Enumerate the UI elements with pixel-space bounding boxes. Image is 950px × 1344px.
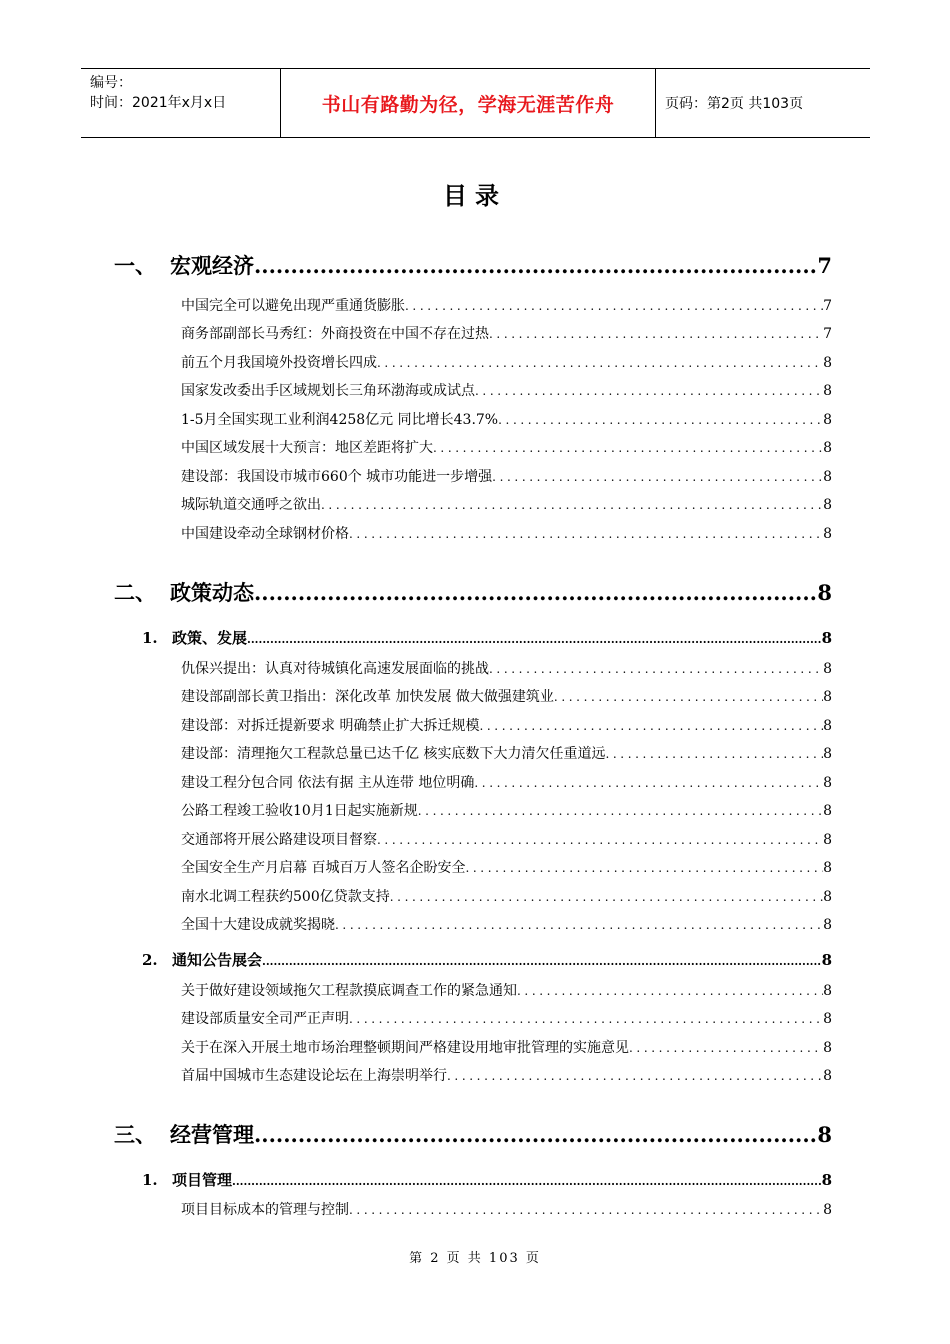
toc-entry[interactable]	[181, 914, 832, 934]
header-page-info: 页码：第2页 共103页	[665, 96, 804, 112]
leader-dots	[377, 356, 823, 370]
page-number: 8	[817, 1122, 832, 1147]
toc-entry[interactable]	[181, 494, 832, 514]
page-number: 8	[823, 383, 832, 399]
leader-dots	[418, 804, 823, 818]
entry-title: 建设工程分包合同 依法有据 主从连带 地位明确	[181, 775, 475, 791]
leader-dots	[474, 776, 823, 790]
leader-dots	[254, 1122, 817, 1147]
toc-entry[interactable]	[181, 715, 832, 735]
entry-title: 公路工程竣工验收10月1日起实施新规	[181, 803, 418, 819]
page-number: 8	[823, 775, 832, 791]
entry-title: 建设部质量安全司严正声明	[181, 1011, 349, 1027]
leader-dots	[479, 719, 823, 733]
page-number: 8	[823, 1068, 832, 1084]
page-number: 7	[823, 326, 832, 342]
toc-entry[interactable]	[181, 857, 832, 877]
toc-section-2[interactable]	[114, 577, 832, 607]
subsection-number: 1.	[142, 1171, 158, 1189]
page-number: 7	[817, 253, 832, 278]
leader-dots	[377, 833, 823, 847]
entry-title: 建设部：对拆迁提新要求 明确禁止扩大拆迁规模	[181, 718, 480, 734]
header-motto: 书山有路勤为径，学海无涯苦作舟	[281, 69, 656, 137]
page-number: 8	[823, 1202, 832, 1218]
toc-entry[interactable]	[181, 409, 832, 429]
leader-dots	[349, 1012, 823, 1026]
section-title: 宏观经济	[170, 253, 254, 278]
page-number: 7	[823, 298, 832, 314]
document-title: 目录	[443, 182, 507, 210]
leader-dots	[321, 498, 823, 512]
section-number: 二、	[114, 580, 156, 605]
toc-entry[interactable]	[181, 1037, 832, 1057]
leader-dots	[489, 662, 823, 676]
leader-dots	[554, 690, 823, 704]
toc-entry[interactable]	[181, 686, 832, 706]
entry-title: 全国安全生产月启幕 百城百万人签名企盼安全	[181, 860, 466, 876]
page-number: 8	[823, 497, 832, 513]
leader-dots	[465, 861, 823, 875]
toc-entry[interactable]	[181, 772, 832, 792]
toc-section-3[interactable]	[114, 1119, 832, 1149]
toc-entry[interactable]	[181, 980, 832, 1000]
toc-entry[interactable]	[181, 295, 832, 315]
entry-title: 1-5月全国实现工业利润4258亿元 同比增长43.7%	[181, 412, 499, 428]
subsection-title: 通知公告展会	[172, 951, 263, 969]
page-number: 8	[821, 629, 832, 647]
page-number: 8	[823, 746, 832, 762]
leader-dots	[247, 633, 822, 646]
toc-entry[interactable]	[181, 658, 832, 678]
subsection-title: 政策、发展	[172, 629, 248, 647]
page-number: 8	[823, 1040, 832, 1056]
toc-entry[interactable]	[181, 352, 832, 372]
toc-subsection-3-1[interactable]	[142, 1169, 832, 1190]
leader-dots	[498, 413, 823, 427]
entry-title: 中国建设牵动全球钢材价格	[181, 526, 349, 542]
subsection-number: 2.	[142, 951, 158, 969]
entry-title: 国家发改委出手区域规划长三角环渤海或成试点	[181, 383, 475, 399]
leader-dots	[262, 955, 822, 968]
page-number: 8	[821, 951, 832, 969]
header-meta	[81, 69, 281, 137]
entry-title: 项目目标成本的管理与控制	[181, 1202, 349, 1218]
toc-entry[interactable]	[181, 886, 832, 906]
section-title: 经营管理	[170, 1122, 254, 1147]
entry-title: 中国区域发展十大预言：地区差距将扩大	[181, 440, 433, 456]
entry-title: 城际轨道交通呼之欲出	[181, 497, 321, 513]
toc-entry[interactable]	[181, 323, 832, 343]
page-number: 8	[823, 355, 832, 371]
page-number: 8	[823, 832, 832, 848]
page-number: 8	[817, 580, 832, 605]
toc-entry[interactable]	[181, 466, 832, 486]
leader-dots	[349, 527, 823, 541]
page-number: 8	[823, 661, 832, 677]
subsection-title: 项目管理	[172, 1171, 233, 1189]
leader-dots	[390, 890, 823, 904]
toc-subsection-2-1[interactable]	[142, 627, 832, 648]
leader-dots	[433, 441, 823, 455]
entry-title: 交通部将开展公路建设项目督察	[181, 832, 377, 848]
toc-entry[interactable]	[181, 800, 832, 820]
page-number: 8	[823, 469, 832, 485]
page-header	[81, 68, 870, 138]
date-label: 时间：2021年x月x日	[90, 95, 227, 111]
page-number: 8	[823, 412, 832, 428]
leader-dots	[489, 327, 823, 341]
leader-dots	[335, 918, 823, 932]
toc-section-1[interactable]	[114, 250, 832, 280]
leader-dots	[605, 747, 823, 761]
subsection-number: 1.	[142, 629, 158, 647]
entry-title: 关于做好建设领域拖欠工程款摸底调查工作的紧急通知	[181, 983, 517, 999]
page-number: 8	[823, 1011, 832, 1027]
toc-entry[interactable]	[181, 1065, 832, 1085]
code-label: 编号：	[90, 75, 132, 91]
toc-entry[interactable]	[181, 380, 832, 400]
page-number: 8	[823, 689, 832, 705]
page-number: 8	[823, 983, 832, 999]
entry-title: 中国完全可以避免出现严重通货膨胀	[181, 298, 405, 314]
page-number: 8	[823, 718, 832, 734]
toc-entry[interactable]	[181, 743, 832, 763]
page-number: 8	[823, 803, 832, 819]
toc-entry[interactable]	[181, 1199, 832, 1219]
leader-dots	[629, 1041, 823, 1055]
leader-dots	[254, 253, 817, 278]
toc-entry[interactable]	[181, 829, 832, 849]
leader-dots	[254, 580, 817, 605]
leader-dots	[492, 470, 823, 484]
page-footer: 第 2 页 共 103 页	[409, 1251, 541, 1266]
entry-title: 建设部副部长黄卫指出：深化改革 加快发展 做大做强建筑业	[181, 689, 554, 705]
leader-dots	[232, 1175, 822, 1188]
entry-title: 建设部：清理拖欠工程款总量已达千亿 核实底数下大力清欠任重道远	[181, 746, 606, 762]
entry-title: 前五个月我国境外投资增长四成	[181, 355, 377, 371]
entry-title: 仇保兴提出：认真对待城镇化高速发展面临的挑战	[181, 661, 489, 677]
section-number: 一、	[114, 253, 156, 278]
page-number: 8	[823, 917, 832, 933]
leader-dots	[349, 1203, 823, 1217]
leader-dots	[447, 1069, 823, 1083]
entry-title: 全国十大建设成就奖揭晓	[181, 917, 335, 933]
section-title: 政策动态	[170, 580, 254, 605]
section-number: 三、	[114, 1122, 156, 1147]
entry-title: 建设部：我国设市城市660个 城市功能进一步增强	[181, 469, 493, 485]
toc-entry[interactable]	[181, 523, 832, 543]
toc-subsection-2-2[interactable]	[142, 949, 832, 970]
entry-title: 首届中国城市生态建设论坛在上海崇明举行	[181, 1068, 447, 1084]
entry-title: 关于在深入开展土地市场治理整顿期间严格建设用地审批管理的实施意见	[181, 1040, 629, 1056]
entry-title: 南水北调工程获约500亿贷款支持	[181, 889, 390, 905]
toc-entry[interactable]	[181, 1008, 832, 1028]
leader-dots	[405, 299, 823, 313]
page-number: 8	[821, 1171, 832, 1189]
page-number: 8	[823, 440, 832, 456]
page-number: 8	[823, 889, 832, 905]
leader-dots	[517, 984, 823, 998]
page-number: 8	[823, 526, 832, 542]
entry-title: 商务部副部长马秀红：外商投资在中国不存在过热	[181, 326, 489, 342]
page-number: 8	[823, 860, 832, 876]
leader-dots	[475, 384, 823, 398]
toc-entry[interactable]	[181, 437, 832, 457]
